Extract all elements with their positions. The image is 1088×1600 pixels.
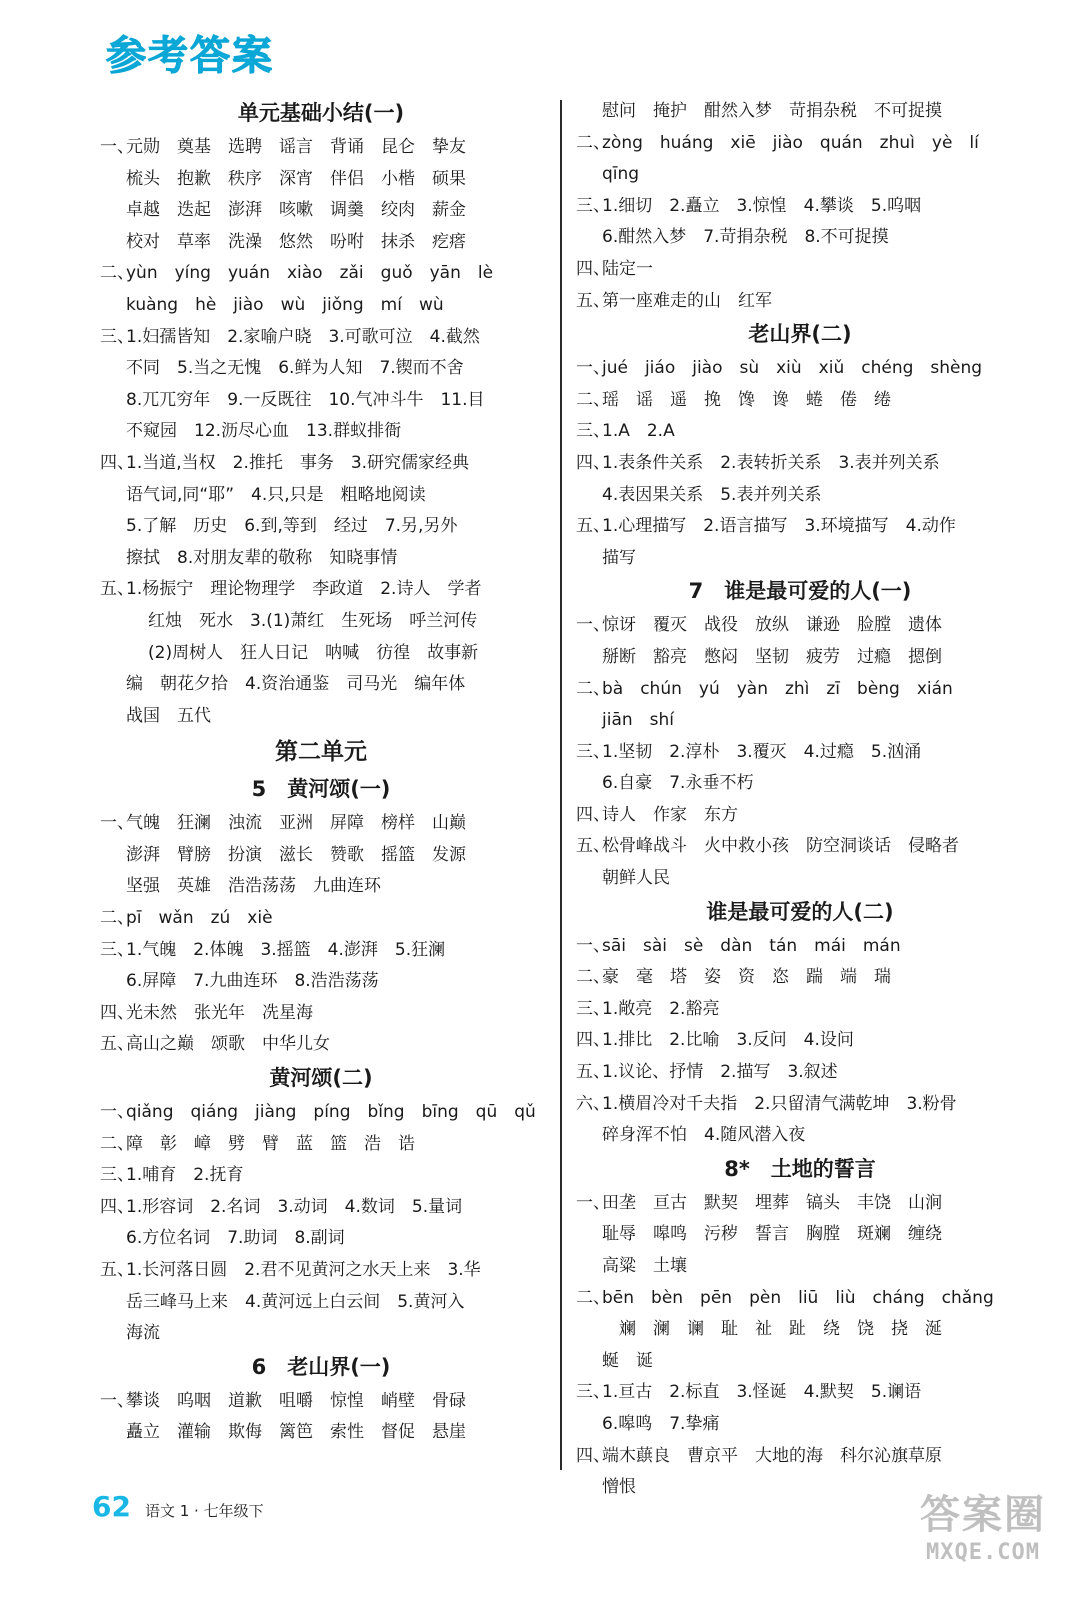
answer-text: 高粱 土壤 <box>602 1256 687 1276</box>
answer-line <box>576 962 1024 994</box>
question-marker: 五、 <box>576 1062 610 1083</box>
answer-line <box>100 416 542 448</box>
question-marker: 五、 <box>576 290 610 311</box>
answer-text: 1.亘古 2.标直 3.怪诞 4.默契 5.谰语 <box>602 1382 922 1403</box>
answer-line <box>576 737 1024 769</box>
section-heading: 谁是最可爱的人(二) <box>706 899 894 924</box>
section-heading: 黄河颂(二) <box>269 1066 373 1091</box>
answer-line <box>100 290 542 322</box>
section-heading: 5 黄河颂(一) <box>251 777 391 802</box>
answer-line <box>100 871 542 903</box>
answer-text: 攀谈 呜咽 道歉 咀嚼 惊惶 峭壁 骨碌 <box>126 1390 466 1411</box>
question-marker: 二、 <box>100 263 134 284</box>
question-marker: 四、 <box>576 1445 610 1466</box>
answer-line <box>576 831 1024 863</box>
section-heading: 6 老山界(一) <box>251 1354 391 1379</box>
answer-text: 1.细切 2.矗立 3.惊惶 4.攀谈 5.呜咽 <box>602 195 922 216</box>
answer-line <box>576 1314 1024 1346</box>
answer-line <box>100 543 542 575</box>
answer-text: bà chún yú yàn zhì zī bèng xián <box>602 678 953 699</box>
answer-line <box>576 254 1024 286</box>
answer-text: qiǎng qiáng jiàng píng bǐng bīng qū qǔ <box>126 1102 536 1123</box>
answer-text: 语气词,同“耶” 4.只,只是 粗略地阅读 <box>126 484 426 505</box>
answer-line <box>100 1255 542 1287</box>
page-header-title: 参考答案 <box>106 33 274 79</box>
question-marker: 五、 <box>100 579 134 600</box>
watermark-url: MXQE.COM <box>926 1540 1040 1565</box>
answer-line <box>576 1441 1024 1473</box>
answer-text: 梳头 抱歉 秩序 深宵 伴侣 小楷 硕果 <box>126 168 466 189</box>
question-marker: 一、 <box>100 813 134 834</box>
answer-text: 1.气魄 2.体魄 3.摇篮 4.澎湃 5.狂澜 <box>126 939 446 960</box>
answer-text: 诗人 作家 东方 <box>602 804 738 825</box>
answer-text: 惊讶 覆灭 战役 放纵 谦逊 脸膛 遗体 <box>602 615 942 636</box>
answer-line <box>576 159 1024 191</box>
answer-text: 澎湃 臂膀 扮演 滋长 赞歌 摇篮 发源 <box>126 844 466 865</box>
answer-line <box>576 1251 1024 1283</box>
answer-text: 掰断 豁亮 憋闷 坚韧 疲劳 过瘾 摁倒 <box>602 646 942 667</box>
question-marker: 一、 <box>576 358 610 379</box>
answer-line <box>100 1097 542 1129</box>
answer-text: 耻辱 嗥鸣 污秽 誓言 胸膛 斑斓 缠绕 <box>602 1224 942 1245</box>
answer-line <box>576 642 1024 674</box>
answer-text: 1.A 2.A <box>602 421 675 442</box>
answer-text: 校对 草率 洗澡 悠然 吩咐 抹杀 疙瘩 <box>126 231 466 252</box>
answer-line <box>100 227 542 259</box>
question-marker: 五、 <box>100 1260 134 1280</box>
answer-line <box>576 863 1024 895</box>
answer-line <box>576 543 1024 575</box>
answer-line <box>100 448 542 480</box>
question-marker: 四、 <box>100 1002 134 1023</box>
answer-text: 1.哺育 2.抚育 <box>126 1165 244 1186</box>
question-marker: 三、 <box>576 998 610 1019</box>
answer-text: 朝鲜人民 <box>602 868 670 889</box>
answer-text: 慰问 掩护 酣然入梦 苛捐杂税 不可捉摸 <box>602 101 942 121</box>
answer-text: 擦拭 8.对朋友辈的敬称 知晓事情 <box>126 547 398 568</box>
question-marker: 四、 <box>576 1030 610 1051</box>
answer-line <box>100 574 542 606</box>
answer-text: 不窥园 12.沥尽心血 13.群蚁排衙 <box>126 421 402 442</box>
answer-text: 高山之巅 颂歌 中华儿女 <box>126 1034 330 1055</box>
answer-text: sāi sài sè dàn tán mái mán <box>602 935 901 956</box>
answer-line <box>576 1409 1024 1441</box>
answer-line <box>100 480 542 512</box>
question-marker: 五、 <box>576 516 610 537</box>
answer-line <box>100 966 542 998</box>
answer-text: 斓 澜 谰 耻 祉 趾 绕 饶 挠 涎 <box>602 1319 942 1340</box>
answer-text: 海流 <box>126 1323 160 1344</box>
answer-line <box>100 258 542 290</box>
question-marker: 三、 <box>576 195 610 216</box>
question-marker: 二、 <box>100 1133 134 1154</box>
answer-text: 4.表因果关系 5.表并列关系 <box>602 484 822 505</box>
question-marker: 四、 <box>100 452 134 473</box>
answer-line <box>100 164 542 196</box>
column-divider <box>560 100 562 1470</box>
answer-line <box>576 1188 1024 1220</box>
answer-text: qīng <box>602 164 640 185</box>
question-marker: 一、 <box>100 137 134 157</box>
answer-line <box>100 840 542 872</box>
right-column <box>576 96 1024 1504</box>
answer-text: 田垄 亘古 默契 埋葬 镐头 丰饶 山涧 <box>602 1192 942 1213</box>
answer-text: 蜒 诞 <box>602 1350 653 1371</box>
question-marker: 二、 <box>576 678 610 699</box>
answer-text: 矗立 灌输 欺侮 篱笆 索性 督促 悬崖 <box>126 1422 466 1443</box>
answer-line <box>576 1057 1024 1089</box>
answer-text: jiān shí <box>602 710 674 731</box>
answer-text: 瑶 谣 遥 挽 馋 谗 蜷 倦 绻 <box>602 389 891 410</box>
answer-line <box>576 705 1024 737</box>
answer-line <box>576 994 1024 1026</box>
answer-text: 6.嗥鸣 7.挚痛 <box>602 1413 720 1434</box>
page-footer <box>92 1490 264 1530</box>
answer-line <box>100 1029 542 1061</box>
question-marker: 四、 <box>100 1196 134 1217</box>
answer-line <box>100 935 542 967</box>
answer-text: 红烛 死水 3.(1)萧红 生死场 呼兰河传 <box>148 610 478 631</box>
subject-label: 语文 1 · 七年级下 <box>144 1502 264 1520</box>
answer-line <box>576 1377 1024 1409</box>
answer-text: 松骨峰战斗 火中救小孩 防空洞谈话 侵略者 <box>602 836 959 857</box>
answer-line <box>100 606 542 638</box>
answer-line <box>100 1160 542 1192</box>
answer-line <box>100 195 542 227</box>
question-marker: 一、 <box>576 615 610 636</box>
answer-line <box>576 416 1024 448</box>
answer-text: 憎恨 <box>602 1477 636 1498</box>
answer-line <box>576 353 1024 385</box>
question-marker: 三、 <box>100 326 134 347</box>
question-marker: 三、 <box>576 1382 610 1403</box>
answer-text: 1.心理描写 2.语言描写 3.环境描写 4.动作 <box>602 516 956 537</box>
question-marker: 一、 <box>576 935 610 956</box>
answer-text: 8.兀兀穷年 9.一反既往 10.气冲斗牛 11.目 <box>126 389 485 410</box>
answer-text: 障 彰 嶂 劈 臂 蓝 篮 浩 诰 <box>126 1133 415 1154</box>
answer-text: 1.议论、抒情 2.描写 3.叙述 <box>602 1062 838 1083</box>
answer-line <box>100 701 542 733</box>
answer-text: 5.了解 历史 6.到,等到 经过 7.另,另外 <box>126 516 458 537</box>
answer-text: 编 朝花夕拾 4.资治通鉴 司马光 编年体 <box>126 674 466 695</box>
answer-line <box>576 768 1024 800</box>
answer-text: 1.杨振宁 理论物理学 李政道 2.诗人 学者 <box>126 579 482 600</box>
answer-line <box>100 903 542 935</box>
answer-line <box>576 511 1024 543</box>
answer-line <box>100 1223 542 1255</box>
page-number: 62 <box>92 1490 131 1523</box>
question-marker: 二、 <box>576 1287 610 1308</box>
section-heading: 8* 土地的誓言 <box>724 1156 876 1181</box>
answer-line <box>100 511 542 543</box>
answer-line <box>576 674 1024 706</box>
answer-text: 1.敞亮 2.豁亮 <box>602 998 720 1019</box>
left-column <box>100 96 542 1449</box>
answer-text: 卓越 迭起 澎湃 咳嗽 调羹 绞肉 薪金 <box>126 200 466 221</box>
answer-text: jué jiáo jiào sù xiù xiǔ chéng shèng <box>602 358 983 379</box>
answer-line <box>100 353 542 385</box>
answer-text: 1.长河落日圆 2.君不见黄河之水天上来 3.华 <box>126 1260 481 1280</box>
answer-line <box>576 1219 1024 1251</box>
answer-text: 坚强 英雄 浩浩荡荡 九曲连环 <box>126 876 381 897</box>
answer-text: 豪 毫 塔 姿 资 恣 踹 端 瑞 <box>602 967 891 988</box>
answer-line <box>100 385 542 417</box>
answer-line <box>576 610 1024 642</box>
answer-text: 1.坚韧 2.淳朴 3.覆灭 4.过瘾 5.汹涌 <box>602 741 922 762</box>
answer-text: 6.酣然入梦 7.苛捐杂税 8.不可捉摸 <box>602 227 889 248</box>
answer-text: 1.妇孺皆知 2.家喻户晓 3.可歌可泣 4.截然 <box>126 326 480 347</box>
question-marker: 一、 <box>100 1102 134 1123</box>
question-marker: 三、 <box>100 939 134 960</box>
answer-line <box>576 1346 1024 1378</box>
answer-text: (2)周树人 狂人日记 呐喊 彷徨 故事新 <box>148 642 479 663</box>
answer-text: 第一座难走的山 红军 <box>602 290 772 311</box>
answer-text: 1.横眉冷对千夫指 2.只留清气满乾坤 3.粉骨 <box>602 1093 957 1114</box>
answer-text: 6.屏障 7.九曲连环 8.浩浩荡荡 <box>126 971 379 992</box>
question-marker: 四、 <box>576 258 610 279</box>
answer-line <box>100 1129 542 1161</box>
answer-text: pī wǎn zú xiè <box>126 908 273 929</box>
answer-text: 光未然 张光年 冼星海 <box>126 1002 313 1023</box>
answer-line <box>576 931 1024 963</box>
answer-line <box>576 96 1024 128</box>
question-marker: 二、 <box>576 389 610 410</box>
question-marker: 三、 <box>100 1165 134 1186</box>
answer-text: 碎身浑不怕 4.随风潜入夜 <box>602 1125 806 1146</box>
question-marker: 五、 <box>576 836 610 857</box>
question-marker: 六、 <box>576 1093 610 1114</box>
answer-line <box>100 638 542 670</box>
answer-text: kuàng hè jiào wù jiǒng mí wù <box>126 294 444 315</box>
answer-text: 陆定一 <box>602 258 653 279</box>
answer-line <box>100 1386 542 1418</box>
question-marker: 二、 <box>576 967 610 988</box>
answer-text: 元勋 奠基 选聘 谣言 背诵 昆仑 挚友 <box>126 137 466 157</box>
question-marker: 二、 <box>100 908 134 929</box>
answer-line <box>100 132 542 164</box>
answer-text: bēn bèn pēn pèn liū liù cháng chǎng <box>602 1287 994 1308</box>
watermark-text: 答案圈 <box>920 1492 1046 1538</box>
answer-line <box>576 1120 1024 1152</box>
answer-line <box>100 998 542 1030</box>
answer-line <box>100 669 542 701</box>
answer-text: 气魄 狂澜 浊流 亚洲 屏障 榜样 山巅 <box>126 813 466 834</box>
answer-text: 1.当道,当权 2.推托 事务 3.研究儒家经典 <box>126 452 470 473</box>
answer-text: 6.自豪 7.永垂不朽 <box>602 773 754 794</box>
answer-text: 6.方位名词 7.助词 8.副词 <box>126 1228 345 1249</box>
answer-line <box>576 1089 1024 1121</box>
answer-text: zòng huáng xiē jiào quán zhuì yè lí <box>602 132 979 153</box>
answer-text: yùn yíng yuán xiào zǎi guǒ yān lè <box>126 263 494 284</box>
answer-line <box>576 800 1024 832</box>
answer-text: 战国 五代 <box>126 705 211 726</box>
answer-line <box>100 1192 542 1224</box>
question-marker: 一、 <box>100 1390 134 1411</box>
watermark-logo <box>908 1484 1058 1564</box>
question-marker: 三、 <box>576 421 610 442</box>
answer-text: 端木蕻良 曹京平 大地的海 科尔沁旗草原 <box>602 1445 942 1466</box>
answer-line <box>576 480 1024 512</box>
question-marker: 四、 <box>576 804 610 825</box>
question-marker: 五、 <box>100 1034 134 1055</box>
answer-line <box>576 222 1024 254</box>
question-marker: 三、 <box>576 741 610 762</box>
answer-line <box>100 808 542 840</box>
answer-line <box>576 1283 1024 1315</box>
answer-line <box>100 1318 542 1350</box>
section-heading: 7 谁是最可爱的人(一) <box>688 579 912 604</box>
answer-text: 不同 5.当之无愧 6.鲜为人知 7.锲而不舍 <box>126 358 464 379</box>
answer-line <box>576 128 1024 160</box>
question-marker: 四、 <box>576 452 610 473</box>
answer-line <box>100 322 542 354</box>
answer-line <box>576 191 1024 223</box>
answer-line <box>576 448 1024 480</box>
answer-line <box>576 385 1024 417</box>
answer-text: 描写 <box>602 547 636 568</box>
answer-line <box>576 286 1024 318</box>
section-heading: 单元基础小结(一) <box>237 101 405 125</box>
answer-text: 1.形容词 2.名词 3.动词 4.数词 5.量词 <box>126 1196 463 1217</box>
question-marker: 一、 <box>576 1192 610 1213</box>
answer-line <box>576 1025 1024 1057</box>
answer-text: 1.排比 2.比喻 3.反问 4.设问 <box>602 1030 854 1051</box>
answer-text: 1.表条件关系 2.表转折关系 3.表并列关系 <box>602 452 940 473</box>
section-heading: 老山界(二) <box>748 322 852 347</box>
answer-text: 岳三峰马上来 4.黄河远上白云间 5.黄河入 <box>126 1291 465 1312</box>
unit-heading: 第二单元 <box>275 739 367 766</box>
question-marker: 二、 <box>576 132 610 153</box>
answer-line <box>100 1287 542 1319</box>
answer-line <box>100 1417 542 1449</box>
